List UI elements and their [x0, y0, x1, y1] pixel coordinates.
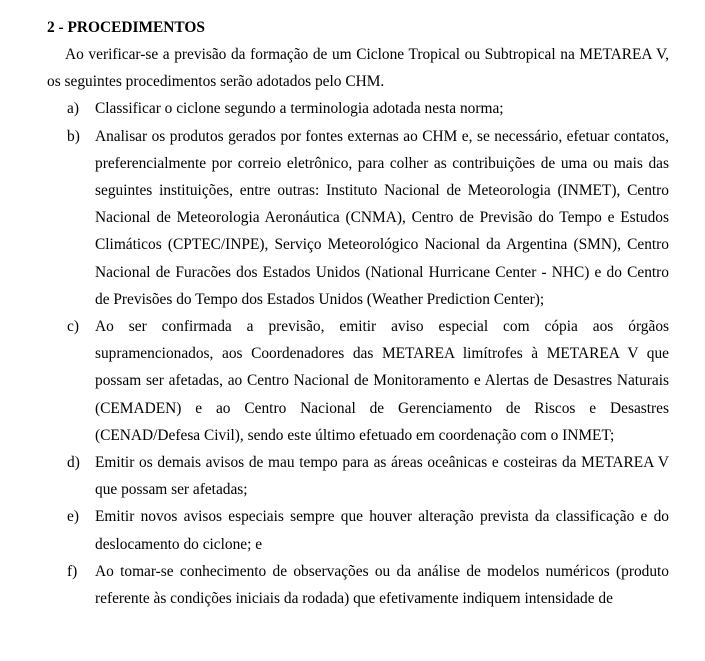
list-item-text: Analisar os produtos gerados por fontes externas ao CHM e, se necessário, efetuar contatos, preferencialmente por correio eletrônico, para colher as contribuições de uma ou mais das seguintes instituições, entre outras: Instituto Nacional de Meteorologia (INMET), Centro Nacional de Meteorologia Aeronáutica (CNMA), Centro de Previsão do Tempo e Estudos Climáticos (CPTEC/INPE), Serviço Meteorológico Nacional da Argentina (SMN), Centro Nacional de Furacões dos Estados Unidos (National Hurricane Center - NHC) e do Centro de Previsões do Tempo dos Estados Unidos (Weather Prediction Center); — [95, 127, 669, 308]
list-item-text: Ao tomar-se conhecimento de observações ou da análise de modelos numéricos (produto referente às condições iniciais da rodada) que efetivamente indiquem intensidade de — [95, 562, 669, 608]
list-marker: f) — [67, 562, 78, 580]
list-item-c — [47, 313, 669, 449]
list-item-b — [47, 123, 669, 313]
list-item-f — [47, 558, 669, 612]
list-item-text: Classificar o ciclone segundo a terminologia adotada nesta norma; — [95, 100, 504, 118]
section-heading: 2 - PROCEDIMENTOS — [47, 19, 205, 36]
list-item-d — [47, 449, 669, 503]
list-item-e — [47, 503, 669, 557]
list-marker: d) — [67, 454, 80, 472]
list-item-text: Emitir novos avisos especiais sempre que houver alteração prevista da classificação e do deslocamento do ciclone; e — [95, 508, 669, 553]
list-marker: e) — [67, 508, 79, 526]
list-marker: a) — [67, 100, 79, 118]
document-page — [47, 14, 669, 612]
procedure-list — [47, 95, 669, 612]
list-marker: b) — [67, 127, 80, 145]
list-item-text: Ao ser confirmada a previsão, emitir aviso especial com cópia aos órgãos supramencionados, aos Coordenadores das METAREA limítrofes à METAREA V que possam ser afetadas, ao Centro Nacional de Monitoramento e Alertas de Desastres Naturais (CEMADEN) e ao Centro Nacional de Gerenciamento de Riscos e Desastres (CENAD/Defesa Civil), sendo este último efetuado em coordenação com o INMET; — [95, 318, 669, 444]
intro-paragraph: Ao verificar-se a previsão da formação de um Ciclone Tropical ou Subtropical na METAREA V, os seguintes procedimentos serão adotados pelo CHM. — [47, 46, 669, 91]
list-item-text: Emitir os demais avisos de mau tempo para as áreas oceânicas e costeiras da METAREA V que possam ser afetadas; — [95, 454, 669, 499]
list-item-a — [47, 95, 669, 122]
list-marker: c) — [67, 318, 79, 336]
